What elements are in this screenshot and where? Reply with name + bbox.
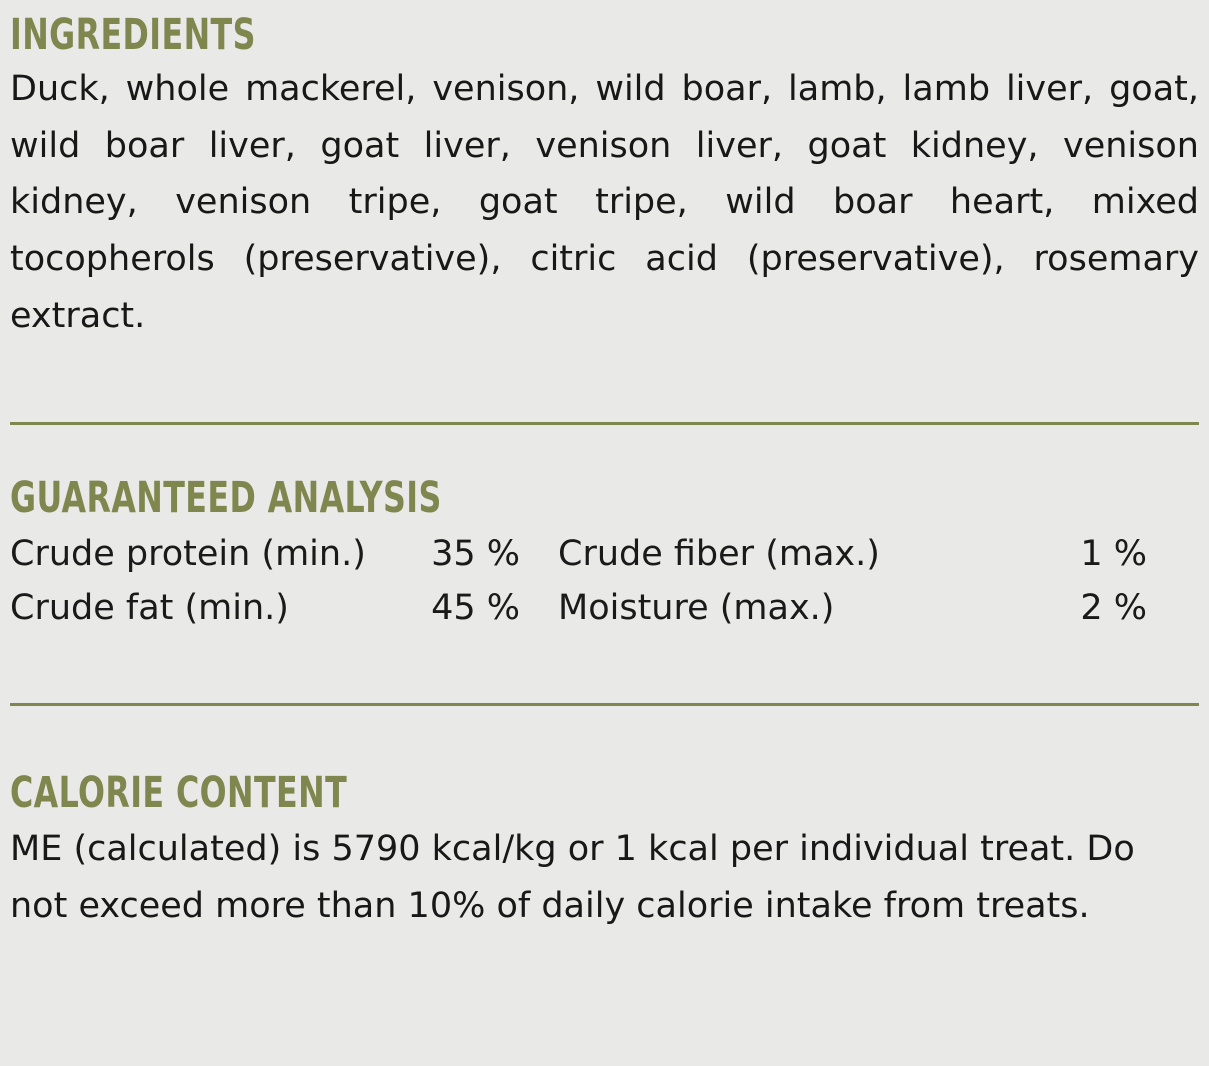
- nutrient-name: Moisture (max.): [558, 587, 835, 628]
- spacer: [10, 706, 1199, 772]
- nutrient-value: 45 %: [431, 587, 520, 628]
- calorie-content-heading: CALORIE CONTENT: [10, 767, 348, 818]
- ingredients-heading: INGREDIENTS: [10, 10, 256, 60]
- nutrient-value: 2 %: [1080, 587, 1147, 628]
- ingredients-section: [10, 0, 1199, 344]
- nutrient-value: 1 %: [1080, 534, 1147, 575]
- calorie-content-text: ME (calculated) is 5790 kcal/kg or 1 kcal per individual treat. Do not exceed more than 10% of daily calorie intake from treats.: [10, 828, 1135, 926]
- spacer: [10, 425, 1199, 477]
- nutrient-name: Crude fat (min.): [10, 587, 289, 628]
- nutrient-name: Crude protein (min.): [10, 534, 366, 575]
- nutrient-name: Crude fiber (max.): [558, 534, 880, 575]
- ingredients-text: Duck, whole mackerel, venison, wild boar, lamb, lamb liver, goat, wild boar liver, goat liver, venison liver, goat kidney, venison kidney, venison tripe, goat tripe, wild boar heart, mixed tocopherols (preservative), citric acid (preservative), rosemary extract.: [10, 69, 1199, 336]
- table-row: [10, 528, 1199, 581]
- guaranteed-analysis-heading: GUARANTEED ANALYSIS: [10, 473, 442, 524]
- guaranteed-analysis-section: [10, 473, 1199, 634]
- table-row: [10, 582, 1199, 635]
- guaranteed-analysis-table: [10, 528, 1199, 634]
- spacer: [10, 635, 1199, 703]
- spacer: [10, 344, 1199, 422]
- nutrient-value: 35 %: [431, 534, 520, 575]
- calorie-content-section: [10, 767, 1199, 934]
